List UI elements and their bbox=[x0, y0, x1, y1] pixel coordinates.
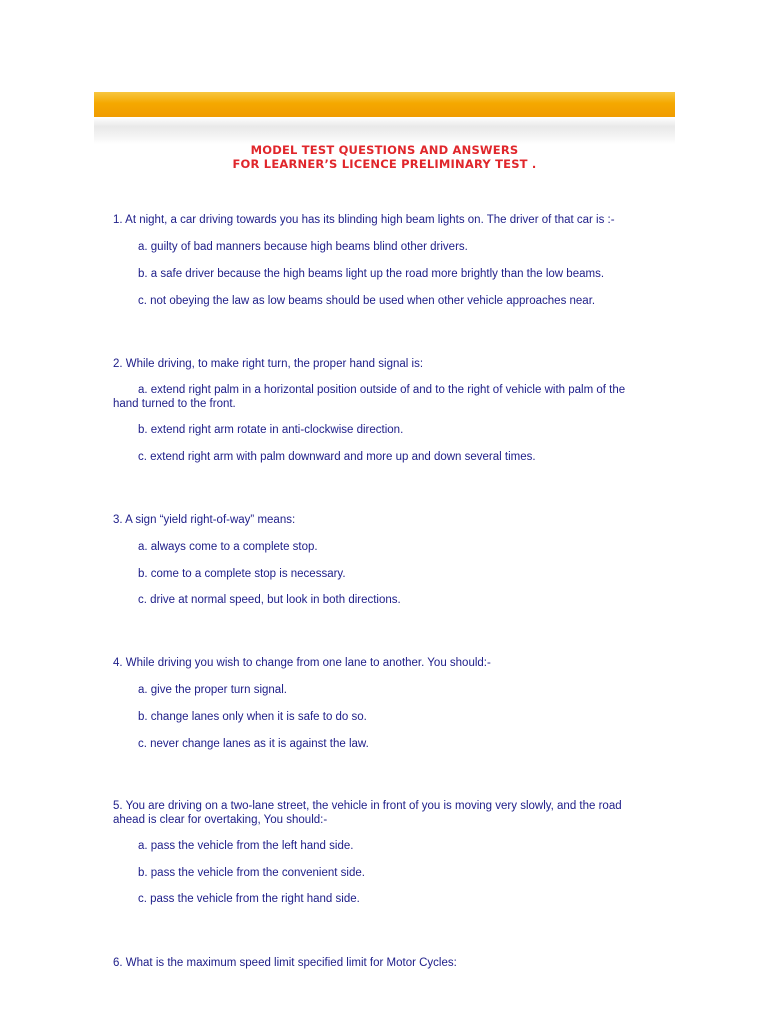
page-title-line-2: FOR LEARNER’S LICENCE PRELIMINARY TEST . bbox=[232, 157, 537, 171]
question-5-option-a: a. pass the vehicle from the left hand side. bbox=[138, 840, 354, 852]
question-1-option-b: b. a safe driver because the high beams light up the road more brightly than the low beams. bbox=[138, 268, 605, 280]
question-5-option-b: b. pass the vehicle from the convenient side. bbox=[138, 867, 365, 879]
banner-grey-stripe bbox=[94, 117, 675, 144]
question-4-option-b: b. change lanes only when it is safe to do so. bbox=[138, 711, 367, 723]
page-title-line-1: MODEL TEST QUESTIONS AND ANSWERS bbox=[250, 143, 519, 157]
question-2: 2. While driving, to make right turn, the proper hand signal is: bbox=[113, 358, 424, 370]
question-1: 1. At night, a car driving towards you has its blinding high beam lights on. The driver of that car is :- bbox=[113, 214, 615, 226]
question-1-option-a: a. guilty of bad manners because high beams blind other drivers. bbox=[138, 241, 468, 253]
question-4-option-a: a. give the proper turn signal. bbox=[138, 684, 287, 696]
question-5-option-c: c. pass the vehicle from the right hand side. bbox=[138, 893, 360, 905]
question-2-option-b: b. extend right arm rotate in anti-clockwise direction. bbox=[138, 424, 404, 436]
question-3: 3. A sign “yield right-of-way” means: bbox=[113, 514, 296, 526]
question-2-option-c: c. extend right arm with palm downward and more up and down several times. bbox=[138, 451, 536, 463]
question-3-option-a: a. always come to a complete stop. bbox=[138, 541, 318, 553]
question-2-option-a: a. extend right palm in a horizontal position outside of and to the right of vehicle with palm of the hand turned to the front. bbox=[113, 384, 626, 410]
question-1-option-c: c. not obeying the law as low beams should be used when other vehicle approaches near. bbox=[138, 295, 596, 307]
banner-orange-stripe bbox=[94, 92, 675, 117]
question-3-option-c: c. drive at normal speed, but look in both directions. bbox=[138, 594, 401, 606]
header-banner bbox=[94, 92, 675, 144]
question-4: 4. While driving you wish to change from one lane to another. You should:- bbox=[113, 657, 491, 669]
question-5: 5. You are driving on a two-lane street, the vehicle in front of you is moving very slowly, and the road ahead is clear for overtaking, You should:- bbox=[113, 800, 622, 826]
question-3-option-b: b. come to a complete stop is necessary. bbox=[138, 568, 346, 580]
question-6: 6. What is the maximum speed limit specified limit for Motor Cycles: bbox=[113, 957, 457, 969]
question-4-option-c: c. never change lanes as it is against the law. bbox=[138, 738, 369, 750]
